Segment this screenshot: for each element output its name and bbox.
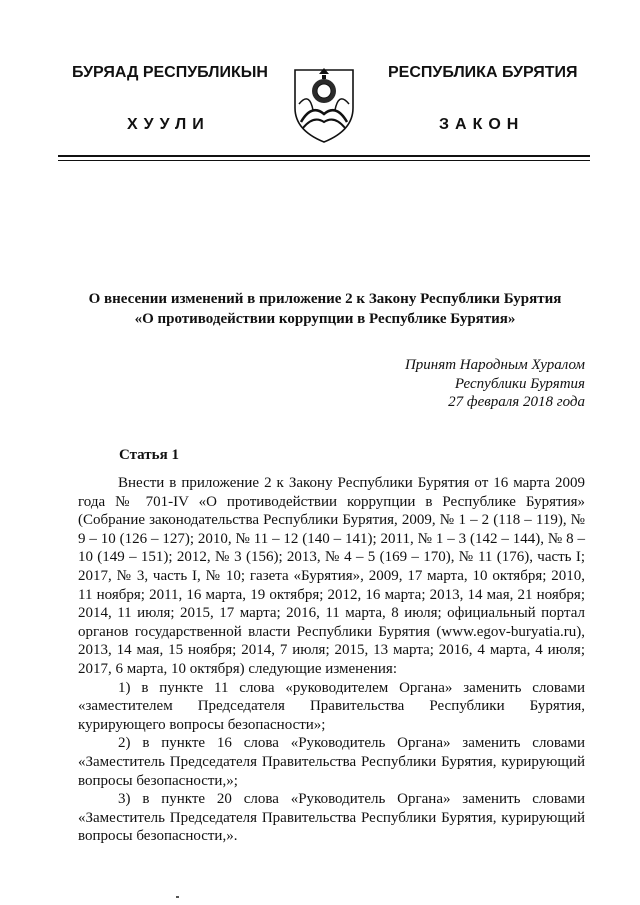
article-heading: Статья 1 <box>119 447 179 463</box>
article-paragraph-item-1: 1) в пункте 11 слова «руководителем Органа» заменить словами «заместителем Председателя Правительства Республики Бурятия, курирующего вопросы безопасности»; <box>78 679 585 733</box>
header-right-title: РЕСПУБЛИКА БУРЯТИЯ <box>388 64 578 81</box>
header-left-doc-type: ХУУЛИ <box>127 116 210 133</box>
adoption-line2: Республики Бурятия <box>454 375 585 392</box>
coat-of-arms-icon <box>291 64 357 144</box>
document-title-line2: «О противодействии коррупции в Республике Бурятия» <box>134 311 516 327</box>
article-body <box>78 474 585 846</box>
header-rule-thick <box>58 155 590 157</box>
header-rule-thin <box>58 160 590 161</box>
adoption-date: 27 февраля 2018 года <box>448 394 585 410</box>
adoption-note <box>300 356 585 412</box>
header-right-doc-type: ЗАКОН <box>439 116 525 133</box>
article-paragraph-item-2: 2) в пункте 16 слова «Руководитель Органа» заменить словами «Заместитель Председателя Правительства Республики Бурятия, курирующий вопросы безопасности,»; <box>78 735 585 789</box>
header-left-title: БУРЯАД РЕСПУБЛИКЫН <box>72 64 268 81</box>
article-paragraph-intro: Внести в приложение 2 к Закону Республики Бурятия от 16 марта 2009 года № 701-IV «О противодействии коррупции в Республике Бурятия» (Собрание законодательства Республики Бурятия, 2009, № 1 – 2 (118 – 119), № 9 – 10 (126 – 127); 2010, № 11 – 12 (140 – 141); 2011, № 1 – 3 (142 – 144), № 8 – 10 (149 – 151); 2012, № 3 (156); 2013, № 4 – 5 (169 – 170), № 11 (176), часть I; 2017, № 3, часть I, № 10; газета «Бурятия», 2009, 17 марта, 10 октября; 2010, 11 ноября; 2011, 16 марта, 19 октября; 2012, 16 марта; 2013, 14 мая, 21 ноября; 2014, 11 июля; 2015, 17 марта; 2016, 11 марта, 8 июля; официальный портал органов государственной власти Республики Бурятия (www.egov-buryatia.ru), 2013, 14 мая, 15 ноября; 2014, 7 июля; 2015, 13 марта; 2016, 4 марта, 4 июля; 2017, 6 марта, 10 октября) следующие изменения: <box>78 475 585 677</box>
article-paragraph-item-3: 3) в пункте 20 слова «Руководитель Органа» заменить словами «Заместитель Председателя Правительства Республики Бурятия, курирующий вопросы безопасности,». <box>78 791 585 845</box>
scan-speck <box>176 896 179 898</box>
document-title <box>60 289 590 329</box>
document-title-line1: О внесении изменений в приложение 2 к Закону Республики Бурятия <box>88 291 562 307</box>
adoption-line1: Принят Народным Хуралом <box>404 357 585 373</box>
